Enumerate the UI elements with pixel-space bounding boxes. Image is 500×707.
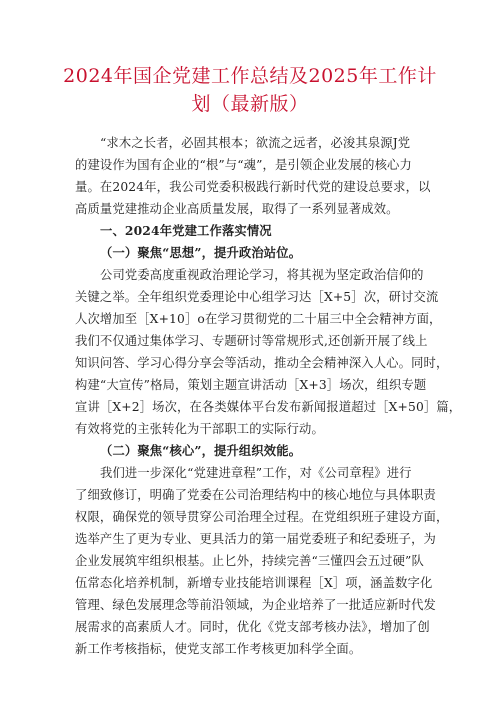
section-heading: 一、2024年党建工作落实情况 [100,223,272,238]
subsection-heading: （一）聚焦“思想”，提升政治站位。 [100,245,302,260]
paragraph-line: 有效将党的主张转化为干部职工的实际行动。 [75,422,324,436]
paragraph-line: 构建“大宣传”格局，策划主题宣讲活动［X+3］场次，组织专题 [75,378,427,392]
paragraph-line: 了细致修订，明确了党委在公司治理结构中的核心地位与具体职责 [75,488,436,502]
paragraph-line: 关键之举。全年组织党委理论中心组学习达［X+5］次，研讨交流 [75,290,439,304]
title-line: 划（最新版） [191,93,309,115]
intro-line: 高质量党建推动企业高质量发展，取得了一系列显著成效。 [75,202,399,216]
paragraph-line: 知识问答、学习心得分享会等活动，推动全会精神深入人心。同时， [75,356,449,370]
paragraph-line: 新工作考核指标，使党支部工作考核更加科学全面。 [75,642,362,656]
paragraph-line: 权限，确保党的领导贯穿公司治理全过程。在党组织班子建设方面， [75,510,449,524]
paragraph-line: 宣讲［X+2］场次，在各类媒体平台发布新闻报道超过［X+50］篇， [75,400,462,414]
paragraph-line: 公司党委高度重视政治理论学习，将其视为坚定政治信仰的 [100,268,424,282]
paragraph-line: 展需求的高素质人才。同时，优化《党支部考核办法》，增加了创 [75,620,430,634]
document-title [60,62,440,118]
intro-line: 量。在2024年，我公司党委积极践行新时代党的建设总要求，以 [75,180,431,194]
paragraph-line: 企业发展筑牢组织根基。止匕外，持续完善“三懂四会五过硬”队 [75,554,424,568]
title-line: 2024年国企党建工作总结及2025年工作计 [63,65,437,87]
paragraph-line: 伍常态化培养机制，新增专业技能培训课程［X］项，涵盖数字化 [75,576,433,590]
paragraph-line: 人次增加至［X+10］o在学习贯彻党的二十届三中全会精神方面， [75,312,442,326]
paragraph-line: 我们不仅通过集体学习、专题研讨等常规形式,还创新开展了线上 [75,334,428,348]
subsection-heading: （二）聚焦“核心”，提升组织效能。 [100,443,302,458]
intro-line: “求木之长者，必固其根本；欲流之远者，必浚其泉源J党 [100,136,411,150]
intro-line: 的建设作为国有企业的“根”与“魂”，是引领企业发展的核心力 [75,158,412,172]
paragraph-line: 我们进一步深化“党建进章程”工作，对《公司章程》进行 [100,466,412,480]
paragraph-line: 选举产生了更为专业、更具活力的第一届党委班子和纪委班子，为 [75,532,436,546]
paragraph-line: 管理、绿色发展理念等前沿领域，为企业培养了一批适应新时代发 [75,598,436,612]
